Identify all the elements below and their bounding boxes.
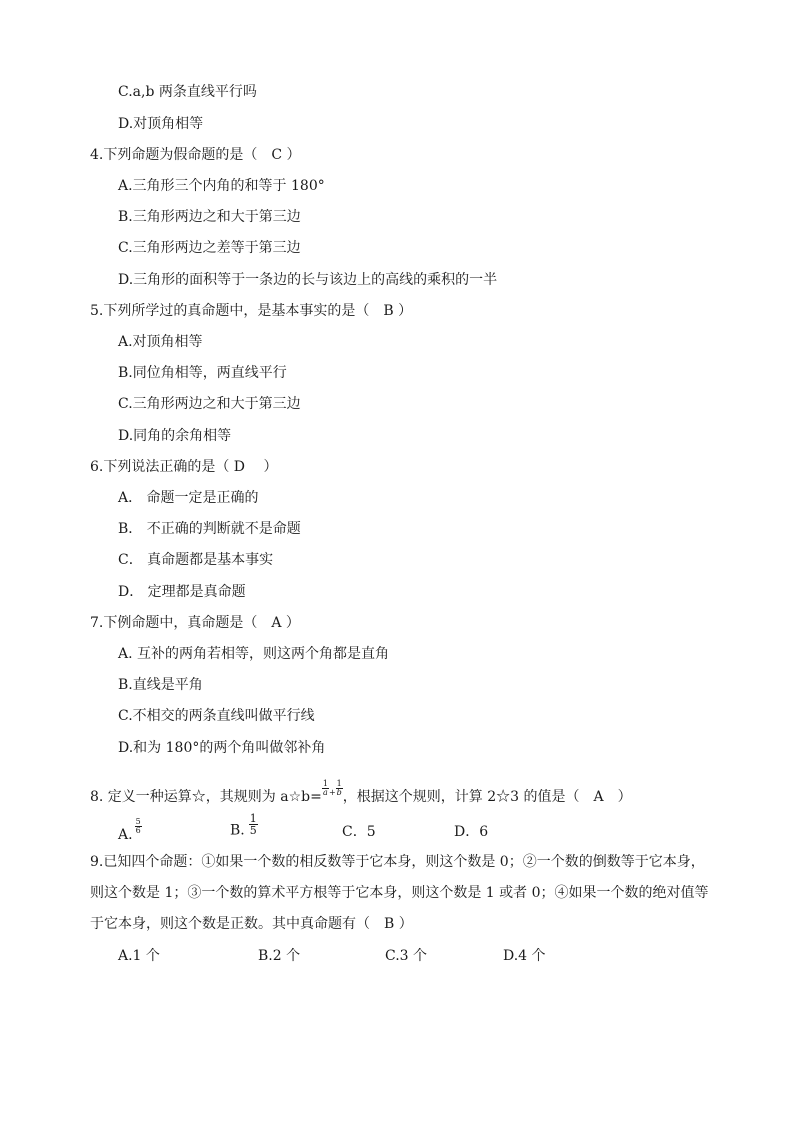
q9-option-b: B.2 个 — [258, 948, 301, 964]
q8-option-b-den: 5 — [249, 824, 257, 837]
q4-option-c: C.三角形两边之差等于第三边 — [118, 240, 301, 256]
q6-option-a: A． 命题一定是正确的 — [118, 490, 259, 506]
q8-stem-post: ，根据这个规则，计算 2☆3 的值是（ A ） — [342, 789, 632, 805]
q6-stem: 6.下列说法正确的是（ D ） — [90, 459, 278, 475]
q4-option-a: A.三角形三个内角的和等于 180° — [118, 178, 325, 194]
q5-option-b: B.同位角相等，两直线平行 — [118, 365, 287, 381]
q8-rule-den-a: a — [323, 788, 328, 797]
q4-option-d: D.三角形的面积等于一条边的长与该边上的高线的乘积的一半 — [118, 272, 498, 288]
q8-option-b-num: 1 — [249, 812, 257, 825]
q9-option-d: D.4 个 — [503, 948, 546, 964]
q5-option-c: C.三角形两边之和大于第三边 — [118, 396, 301, 412]
q5-option-a: A.对顶角相等 — [118, 334, 203, 350]
q8-stem — [90, 780, 632, 806]
q9-stem-line-1: 9.已知四个命题：①如果一个数的相反数等于它本身，则这个数是 0；②一个数的倒数等于它本身， — [90, 854, 705, 870]
q4-option-b: B.三角形两边之和大于第三边 — [118, 209, 301, 225]
q5-stem: 5.下列所学过的真命题中，是基本事实的是（ B ） — [90, 303, 413, 319]
prev-option-d: D.对顶角相等 — [118, 116, 204, 132]
q8-rule-den-b: b — [336, 788, 342, 797]
q7-option-a: A. 互补的两角若相等，则这两个角都是直角 — [118, 646, 390, 662]
q7-option-d: D.和为 180°的两个角叫做邻补角 — [118, 740, 326, 756]
q7-stem: 7.下例命题中，真命题是（ A ） — [90, 615, 300, 631]
q5-option-d: D.同角的余角相等 — [118, 428, 232, 444]
q8-rule-fraction-a — [322, 780, 329, 797]
q8-option-b-fraction — [249, 813, 258, 836]
q8-rule-num-b: 1 — [336, 779, 342, 788]
q8-option-a-den: 6 — [135, 826, 141, 835]
q9-option-c: C.3 个 — [385, 948, 428, 964]
q6-option-b: B． 不正确的判断就不是命题 — [118, 521, 301, 537]
q8-option-b-label: B. — [230, 822, 245, 839]
q8-option-d: D．6 — [454, 824, 489, 840]
q7-option-c: C.不相交的两条直线叫做平行线 — [118, 708, 315, 724]
q9-option-a: A.1 个 — [118, 948, 160, 964]
q4-stem: 4.下列命题为假命题的是（ C ） — [90, 147, 301, 163]
q8-rule-fraction-b — [336, 780, 343, 797]
q8-option-a-fraction — [135, 818, 142, 835]
q9-stem-line-3: 于它本身，则这个数是正数。其中真命题有（ B ） — [90, 916, 413, 932]
q6-option-d: D． 定理都是真命题 — [118, 584, 246, 600]
q8-stem-pre: 8. 定义一种运算☆，其规则为 a☆b= — [90, 789, 322, 805]
q8-option-a — [118, 818, 142, 844]
q8-option-c: C．5 — [342, 824, 376, 840]
q8-rule-plus: + — [328, 788, 336, 797]
q7-option-b: B.直线是平角 — [118, 677, 203, 693]
q8-option-a-label: A. — [118, 827, 133, 843]
q9-stem-line-2: 则这个数是 1；③一个数的算术平方根等于它本身，则这个数是 1 或者 0；④如果一个数的绝对值等 — [90, 885, 709, 901]
q8-option-a-num: 5 — [135, 817, 141, 826]
q6-option-c: C． 真命题都是基本事实 — [118, 552, 274, 568]
q8-option-b — [230, 813, 258, 840]
prev-option-c: C.a,b 两条直线平行吗 — [118, 84, 257, 100]
q8-rule-num-a: 1 — [322, 779, 328, 788]
